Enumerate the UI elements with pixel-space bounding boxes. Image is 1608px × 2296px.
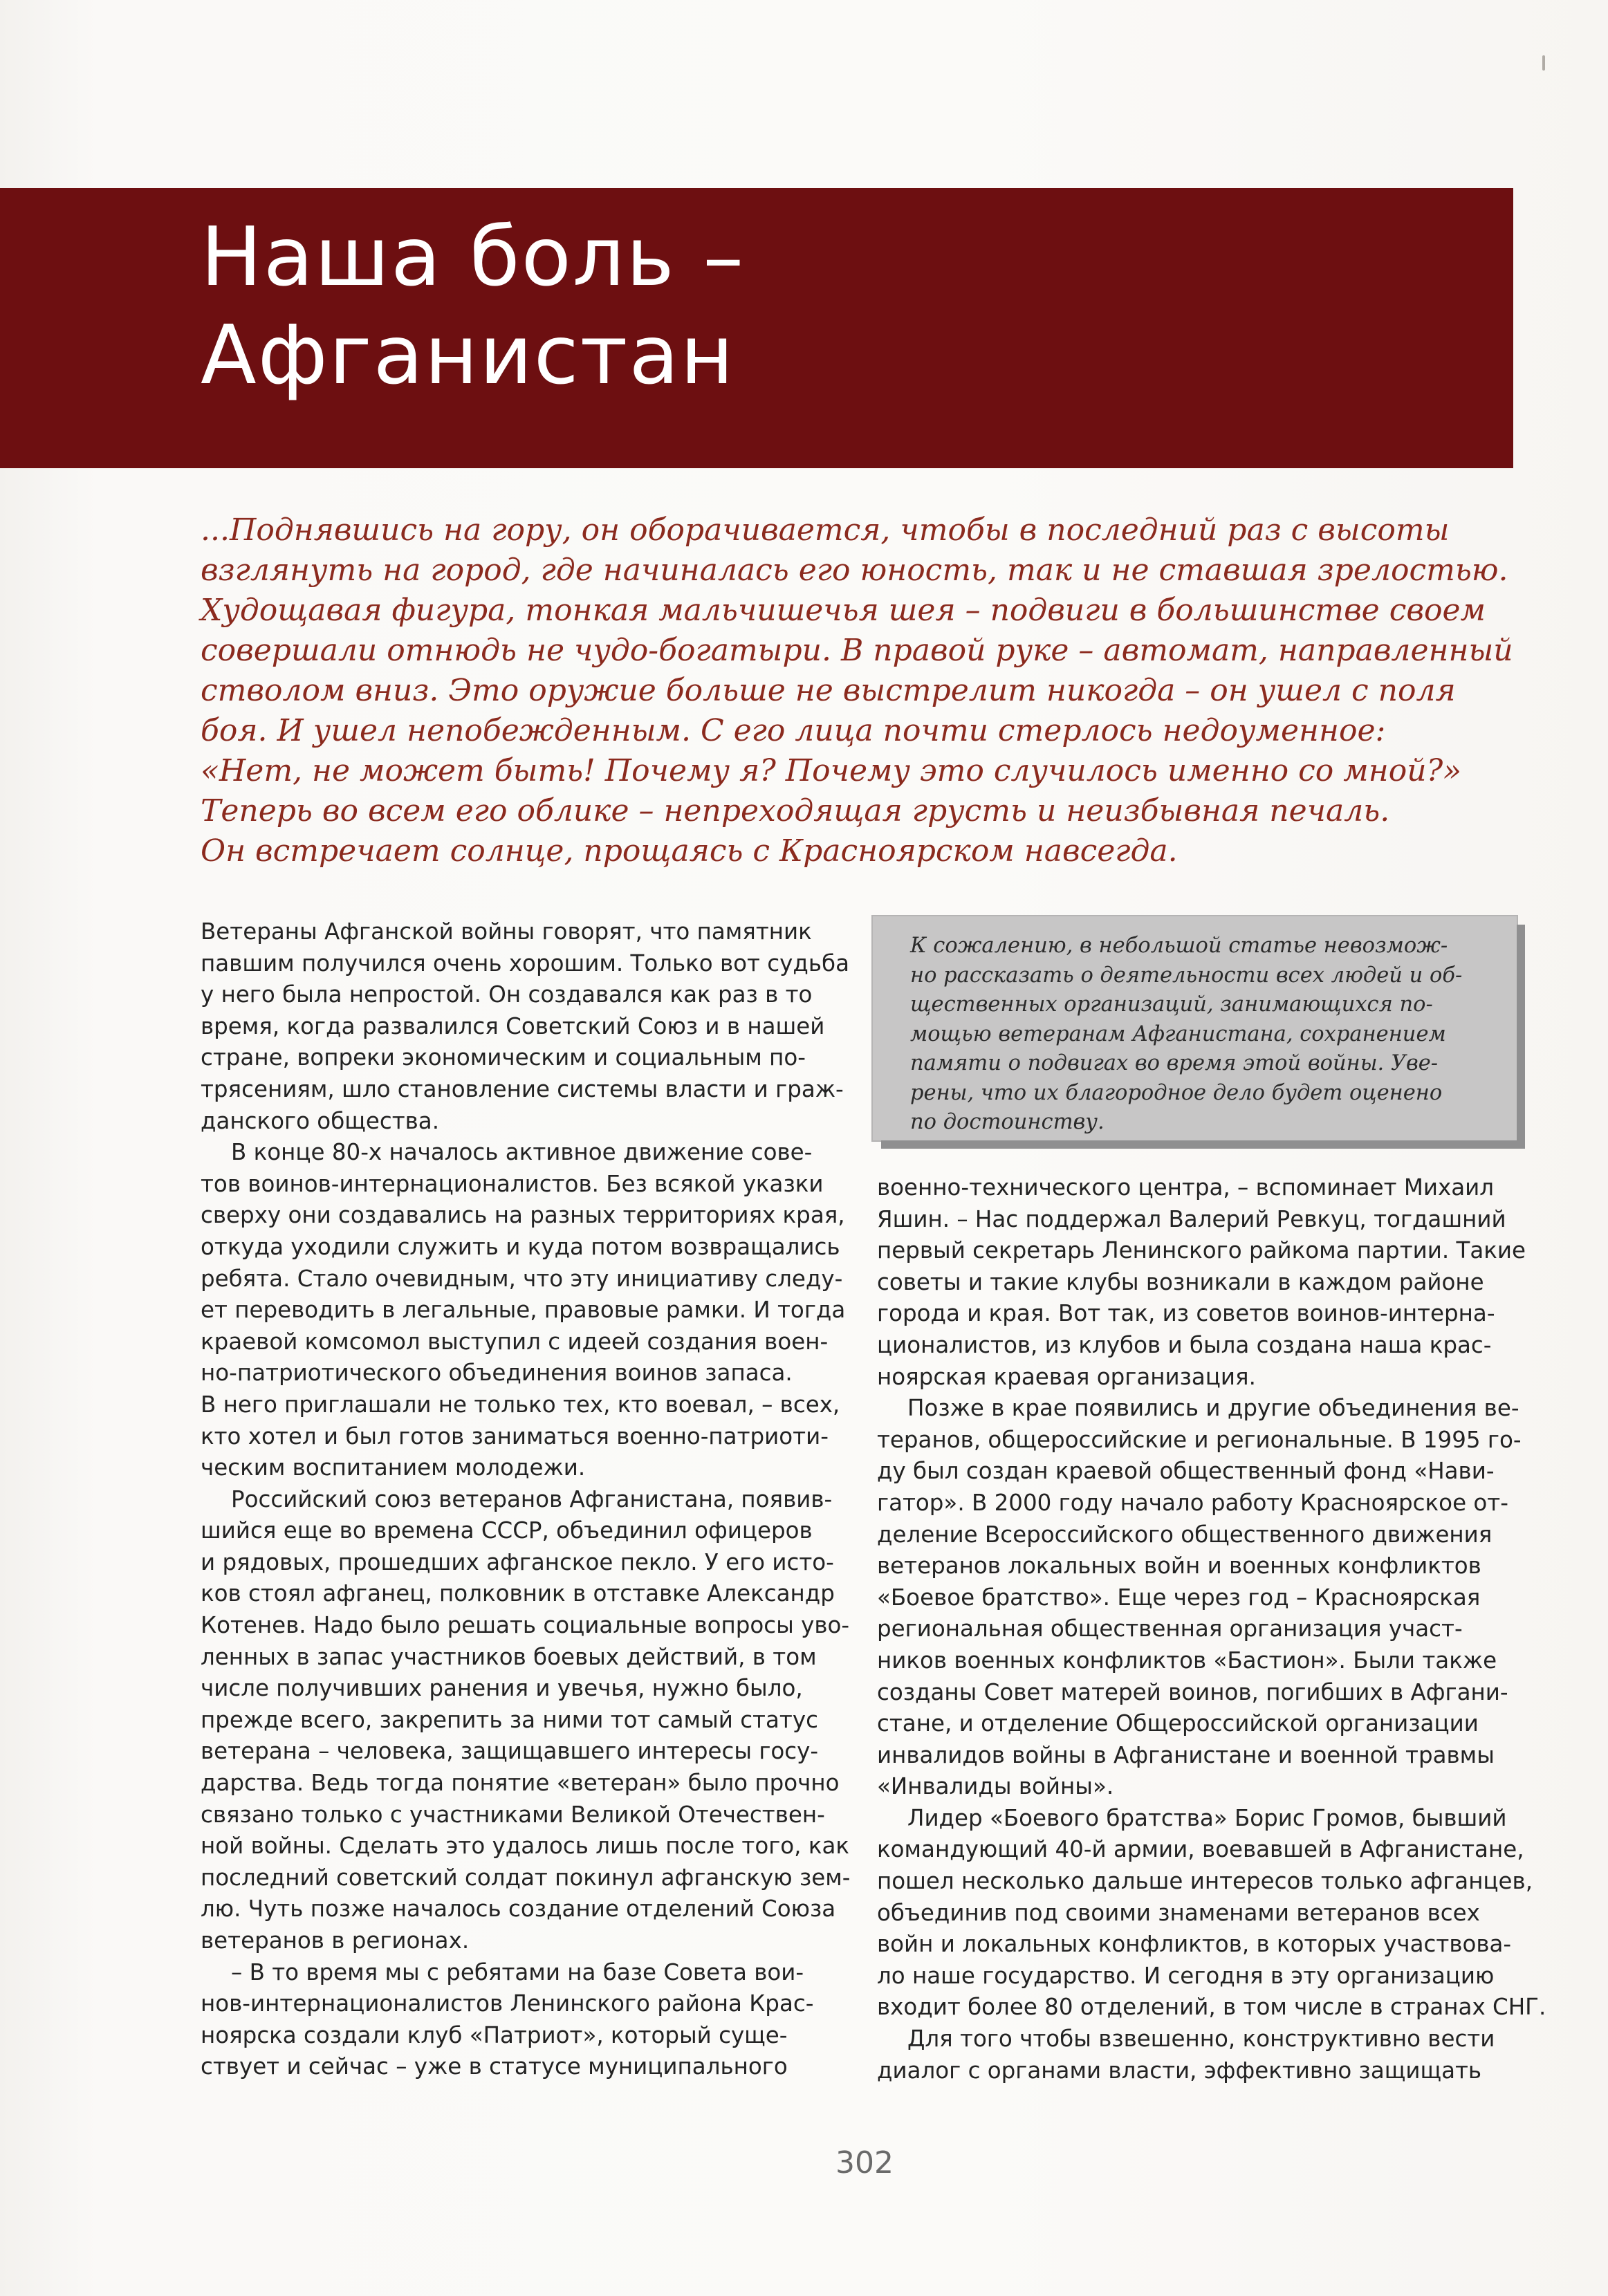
- intro-line: боя. И ушел непобежденным. С его лица почти стерлось недоуменное:: [201, 713, 1386, 748]
- body-line: ников военных конфликтов «Бастион». Были также: [877, 1647, 1497, 1674]
- intro-line: взглянуть на город, где начиналась его юность, так и не ставшая зрелостью.: [201, 553, 1508, 588]
- body-line: военно-технического центра, – вспоминает Михаил: [877, 1174, 1495, 1201]
- body-line: «Инвалиды войны».: [877, 1773, 1114, 1800]
- left-column: [201, 916, 851, 2083]
- body-line: числе получивших ранения и увечья, нужно было,: [201, 1675, 803, 1702]
- title-line: Наша боль –: [201, 209, 746, 304]
- sidebar-line: памяти о подвигах во время этой войны. Уве-: [910, 1051, 1439, 1075]
- body-line: Для того чтобы взвешенно, конструктивно вести: [907, 2026, 1495, 2053]
- body-line: региональная общественная организация участ-: [877, 1615, 1463, 1642]
- body-line: ноярская краевая организация.: [877, 1363, 1256, 1390]
- sidebar-line: мощью ветеранам Афганистана, сохранением: [910, 1021, 1446, 1046]
- body-line: созданы Совет матерей воинов, погибших в Афгани-: [877, 1678, 1508, 1705]
- body-line: ребята. Стало очевидным, что эту инициативу следу-: [201, 1265, 843, 1292]
- sidebar-note: [873, 916, 1517, 1140]
- body-line: дарства. Ведь тогда понятие «ветеран» было прочно: [201, 1770, 840, 1797]
- scan-mark: [1542, 55, 1545, 71]
- sidebar-line: но рассказать о деятельности всех людей и об-: [910, 963, 1463, 988]
- intro-line: Он встречает солнце, прощаясь с Красноярском навсегда.: [201, 833, 1178, 869]
- body-line: у него была непростой. Он создавался как раз в то: [201, 981, 813, 1008]
- body-line: командующий 40-й армии, воевавшей в Афганистане,: [877, 1836, 1524, 1863]
- intro-line: совершали отнюдь не чудо-богатыри. В правой руке – автомат, направленный: [201, 633, 1513, 668]
- body-line: кто хотел и был готов заниматься военно-патриоти-: [201, 1423, 829, 1450]
- body-line: города и края. Вот так, из советов воинов-интерна-: [877, 1300, 1495, 1327]
- sidebar-line: щественных организаций, занимающихся по-: [910, 992, 1433, 1017]
- intro-line: ...Поднявшись на гору, он оборачивается, чтобы в последний раз с высоты: [201, 512, 1450, 548]
- body-line: краевой комсомол выступил с идеей создания воен-: [201, 1328, 829, 1355]
- body-line: теранов, общероссийские и региональные. В 1995 го-: [877, 1426, 1522, 1453]
- sidebar-line: К сожалению, в небольшой статье невозмож-: [910, 934, 1448, 958]
- body-line: В конце 80-х началось активное движение сове-: [231, 1139, 813, 1166]
- body-line: ветерана – человека, защищавшего интересы госу-: [201, 1738, 819, 1765]
- body-line: Ветераны Афганской войны говорят, что памятник: [201, 918, 812, 945]
- sidebar-text: [910, 932, 1504, 1138]
- body-line: Позже в крае появились и другие объединения ве-: [907, 1395, 1519, 1422]
- body-line: сверху они создавались на разных территориях края,: [201, 1202, 845, 1229]
- body-line: войн и локальных конфликтов, в которых участвова-: [877, 1931, 1512, 1958]
- body-line: первый секретарь Ленинского райкома партии. Такие: [877, 1237, 1526, 1264]
- body-line: ло наше государство. И сегодня в эту организацию: [877, 1962, 1495, 1989]
- body-line: последний советский солдат покинул афганскую зем-: [201, 1864, 851, 1891]
- body-line: и рядовых, прошедших афганское пекло. У его исто-: [201, 1548, 834, 1575]
- right-column: [877, 1172, 1546, 2086]
- body-line: ду был создан краевой общественный фонд «Нави-: [877, 1458, 1495, 1485]
- body-line: связано только с участниками Великой Отечествен-: [201, 1801, 825, 1828]
- body-line: прежде всего, закрепить за ними тот самый статус: [201, 1706, 818, 1733]
- body-line: диалог с органами власти, эффективно защищать: [877, 2057, 1482, 2084]
- intro-line: «Нет, не может быть! Почему я? Почему это случилось именно со мной?»: [201, 753, 1462, 788]
- body-line: трясениям, шло становление системы власти и граж-: [201, 1075, 844, 1102]
- body-line: шийся еще во времена СССР, объединил офицеров: [201, 1517, 813, 1544]
- body-line: ков стоял афганец, полковник в отставке Александр: [201, 1580, 835, 1607]
- body-line: ленных в запас участников боевых действий, в том: [201, 1643, 817, 1670]
- body-line: «Боевое братство». Еще через год – Красноярская: [877, 1584, 1481, 1611]
- body-line: ноярска создали клуб «Патриот», который суще-: [201, 2021, 788, 2048]
- body-line: ет переводить в легальные, правовые рамки. И тогда: [201, 1297, 846, 1324]
- body-line: советы и такие клубы возникали в каждом районе: [877, 1268, 1484, 1295]
- body-line: откуда уходили служить и куда потом возвращались: [201, 1233, 840, 1260]
- body-line: ционалистов, из клубов и была создана наша крас-: [877, 1331, 1492, 1358]
- body-line: нов-интернационалистов Ленинского района Крас-: [201, 1990, 814, 2017]
- body-line: павшим получился очень хорошим. Только вот судьба: [201, 950, 849, 976]
- page-number: 302: [835, 2145, 894, 2181]
- body-line: – В то время мы с ребятами на базе Совета вои-: [231, 1959, 804, 1985]
- body-line: деление Всероссийского общественного движения: [877, 1521, 1493, 1548]
- body-line: ветеранов локальных войн и военных конфликтов: [877, 1553, 1481, 1580]
- body-line: входит более 80 отделений, в том числе в странах СНГ.: [877, 1994, 1546, 2021]
- body-line: объединив под своими знаменами ветеранов всех: [877, 1899, 1480, 1926]
- body-line: Яшин. – Нас поддержал Валерий Ревкуц, тогдашний: [877, 1205, 1506, 1232]
- body-line: ствует и сейчас – уже в статусе муниципального: [201, 2053, 788, 2080]
- sidebar-line: по достоинству.: [910, 1110, 1105, 1134]
- body-line: но-патриотического объединения воинов запаса.: [201, 1360, 793, 1387]
- body-line: тов воинов-интернационалистов. Без всякой указки: [201, 1170, 824, 1197]
- body-line: пошел несколько дальше интересов только афганцев,: [877, 1868, 1533, 1895]
- intro-line: Теперь во всем его облике – непреходящая грусть и неизбывная печаль.: [201, 793, 1390, 828]
- body-line: Котенев. Надо было решать социальные вопросы уво-: [201, 1612, 850, 1639]
- body-line: В него приглашали не только тех, кто воевал, – всех,: [201, 1391, 840, 1418]
- title-line: Афганистан: [201, 307, 735, 402]
- body-line: время, когда развалился Советский Союз и в нашей: [201, 1012, 825, 1039]
- body-line: стане, и отделение Общероссийской организации: [877, 1710, 1479, 1737]
- body-line: инвалидов войны в Афганистане и военной травмы: [877, 1741, 1495, 1768]
- body-line: лю. Чуть позже началось создание отделений Союза: [201, 1896, 836, 1923]
- body-line: данского общества.: [201, 1107, 440, 1134]
- body-line: ной войны. Сделать это удалось лишь после того, как: [201, 1833, 850, 1860]
- intro-line: Худощавая фигура, тонкая мальчишечья шея – подвиги в большинстве своем: [201, 593, 1486, 628]
- body-line: Российский союз ветеранов Афганистана, появив-: [231, 1485, 833, 1512]
- intro-line: стволом вниз. Это оружие больше не выстрелит никогда – он ушел с поля: [201, 673, 1456, 708]
- intro-epigraph: [201, 510, 1528, 871]
- body-line: Лидер «Боевого братства» Борис Громов, бывший: [907, 1804, 1507, 1831]
- article-title: [201, 207, 745, 404]
- body-line: гатор». В 2000 году начало работу Красноярское от-: [877, 1489, 1508, 1516]
- body-line: стране, вопреки экономическим и социальным по-: [201, 1044, 806, 1071]
- sidebar-line: рены, что их благородное дело будет оценено: [910, 1080, 1443, 1105]
- body-line: ветеранов в регионах.: [201, 1927, 470, 1954]
- body-line: ческим воспитанием молодежи.: [201, 1454, 586, 1481]
